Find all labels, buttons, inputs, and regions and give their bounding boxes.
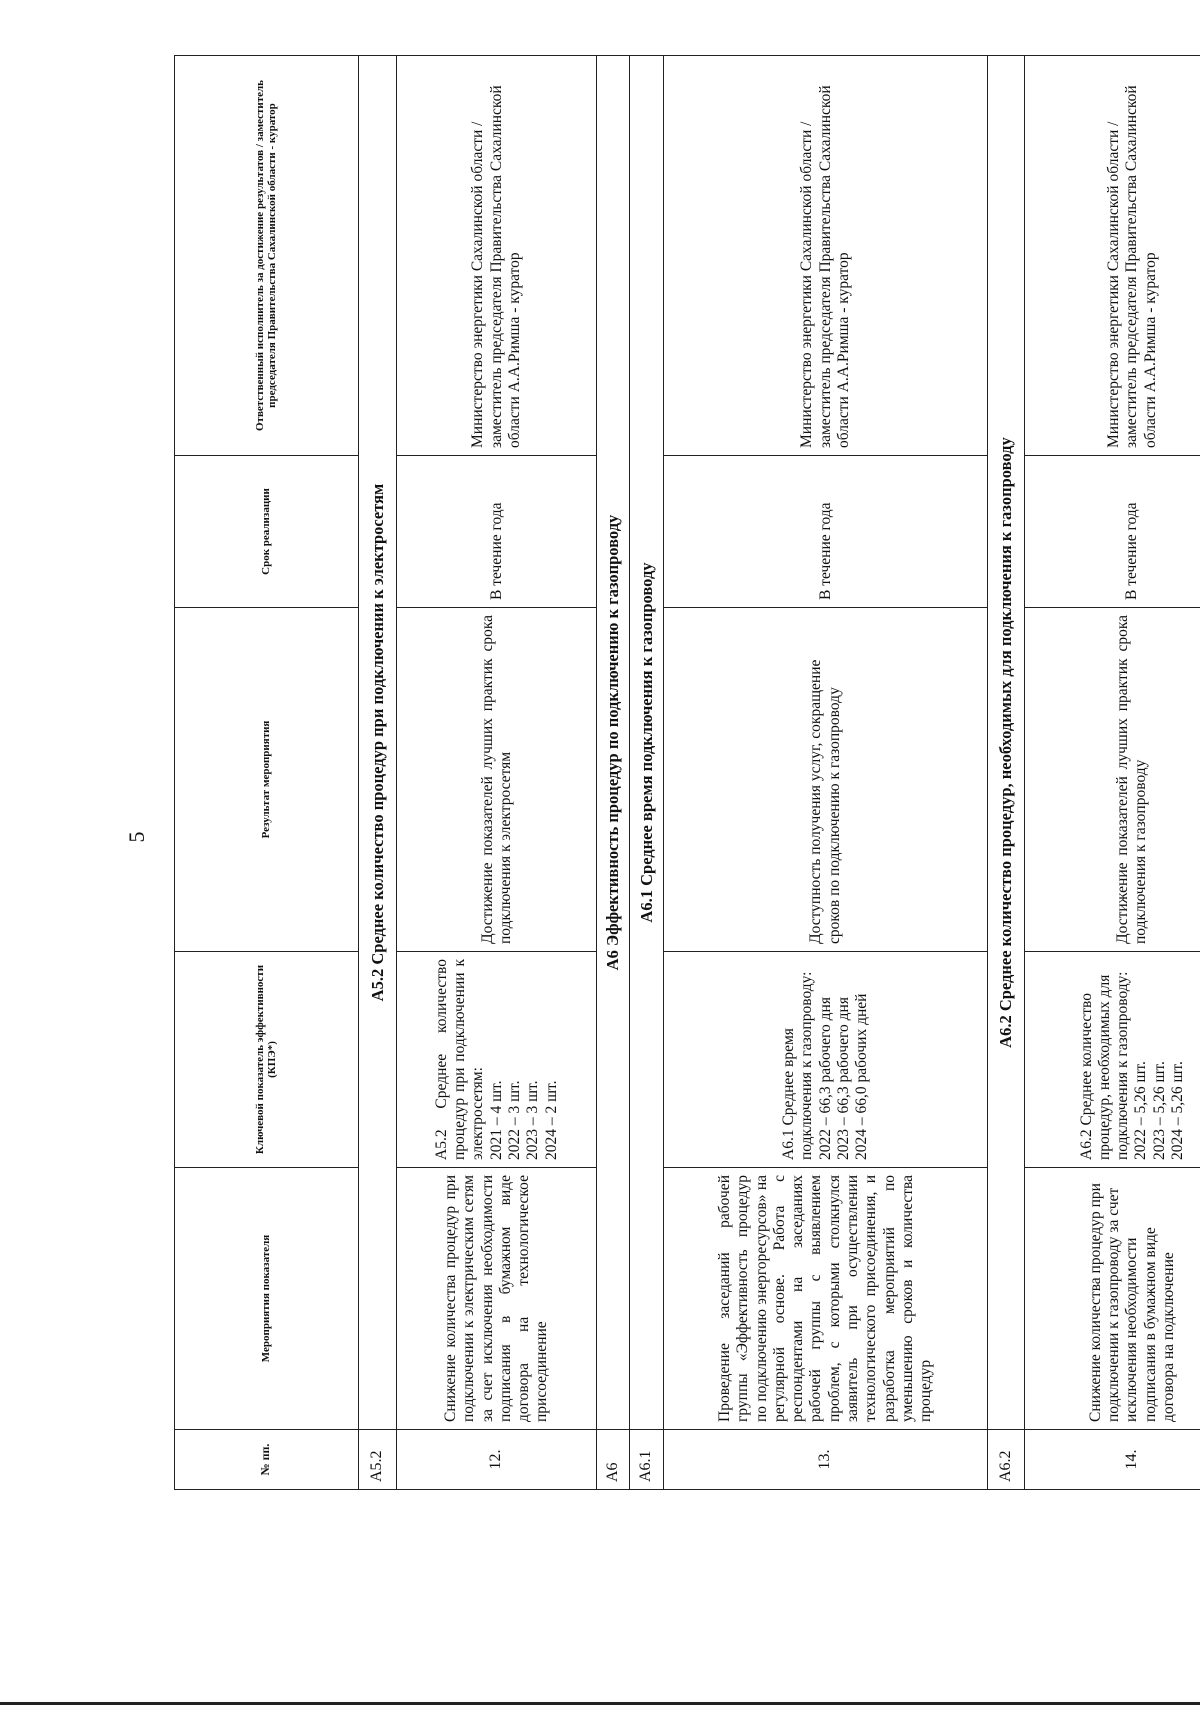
row-12-result: Достижение показателей лучших практик срока подключения к электросетям [397,608,597,952]
section-title-a6: А6 Эффективность процедур по подключению к газопроводу [597,56,629,1430]
row-13-term: В течение года [664,456,988,608]
row-12-term: В течение года [397,456,597,608]
row-13-kpi-2022: 2022 – 66,3 рабочего дня [816,997,834,1160]
row-12-activity: Снижение количества процедур при подключении к электрическим сетям за счет исключения необходимости подписания в бумажном виде договора на технологическое присоединение [397,1168,597,1430]
row-14-responsible: Министерство энергетики Сахалинской области / заместитель председателя Правительства Сахалинской области А.А.Римша - куратор [1024,56,1200,456]
row-12-kpi-2022: 2022 – 3 шт. [506,1080,523,1160]
row-12-kpi-2023: 2023 – 3 шт. [524,1080,542,1160]
row-13-num: 13. [664,1430,988,1490]
row-13-kpi-2023: 2023 – 66,3 рабочего дня [834,997,852,1160]
row-12-kpi [397,952,597,1168]
row-14-term: В течение года [1024,456,1200,608]
page-number: 5 [124,831,149,843]
document-table-rotated [174,56,1200,1490]
section-title-a61: А6.1 Среднее время подключения к газопроводу [629,56,664,1430]
row-14-kpi [1024,952,1200,1168]
row-12-responsible: Министерство энергетики Сахалинской области / заместитель председателя Правительства Сахалинской области А.А.Римша - куратор [397,56,597,456]
row-12-kpi-2021: 2021 – 4 шт. [487,1080,505,1160]
section-code-a62: А6.2 [988,1430,1025,1490]
header-num: № пп. [175,1430,359,1490]
table-row-13 [664,56,988,1490]
measures-table [174,55,1200,1490]
section-row-a62 [988,56,1025,1490]
section-code-a61: А6.1 [629,1430,664,1490]
scan-bottom-edge [0,1702,1200,1705]
row-14-result: Достижение показателей лучших практик срока подключения к газопроводу [1024,608,1200,952]
section-title-a62: А6.2 Среднее количество процедур, необходимых для подключения к газопроводу [988,56,1025,1430]
row-12-num: 12. [397,1430,597,1490]
section-row-a6 [597,56,629,1490]
row-14-kpi-2024: 2024 – 5,26 шт. [1169,1061,1187,1160]
row-14-kpi-2023: 2023 – 5,26 шт. [1150,1061,1168,1160]
section-code-a6: А6 [597,1430,629,1490]
row-13-result: Доступность получения услуг, сокращение сроков по подключению к газопроводу [664,608,988,952]
row-14-num: 14. [1024,1430,1200,1490]
header-activities: Мероприятия показателя [175,1168,359,1430]
row-13-kpi-title: А6.1 Среднее время подключения к газопроводу: [780,971,816,1160]
section-row-a52 [358,56,397,1490]
header-term: Срок реализации [175,456,359,608]
row-13-responsible: Министерство энергетики Сахалинской области / заместитель председателя Правительства Сахалинской области А.А.Римша - куратор [664,56,988,456]
row-13-kpi [664,952,988,1168]
row-12-kpi-title: А5.2 Среднее количество процедур при подключении к электросетям: [432,959,487,1160]
row-13-activity: Проведение заседаний рабочей группы «Эффективность процедур по подключению энергоресурсов» на регулярной основе. Работа с респондентами на заседаниях рабочей группы с выявлением проблем, с которыми столкнулся заявитель при осуществлении технологического присоединения, и разработка мероприятий по уменьшению сроков и количества процедур [664,1168,988,1430]
row-14-kpi-2022: 2022 – 5,26 шт. [1132,1061,1150,1160]
header-result: Результат мероприятия [175,608,359,952]
header-kpi: Ключевой показатель эффективности (КПЭ*) [175,952,359,1168]
row-12-kpi-2024: 2024 – 2 шт. [542,1080,560,1160]
row-13-kpi-2024: 2024 – 66,0 рабочих дней [853,993,871,1160]
table-row-12 [397,56,597,1490]
section-title-a52: А5.2 Среднее количество процедур при подключении к электросетям [358,56,397,1430]
table-row-14 [1024,56,1200,1490]
header-row [175,56,359,1490]
header-responsible: Ответственный исполнитель за достижение результатов / заместитель председателя Правительства Сахалинской области - куратор [175,56,359,456]
row-14-activity: Снижение количества процедур при подключении к газопроводу за счет исключения необходимости подписания в бумажном виде договора на подключение [1024,1168,1200,1430]
section-code-a52: А5.2 [358,1430,397,1490]
row-14-kpi-title: А6.2 Среднее количество процедур, необходимых для подключения к газопроводу: [1077,971,1132,1160]
section-row-a61 [629,56,664,1490]
